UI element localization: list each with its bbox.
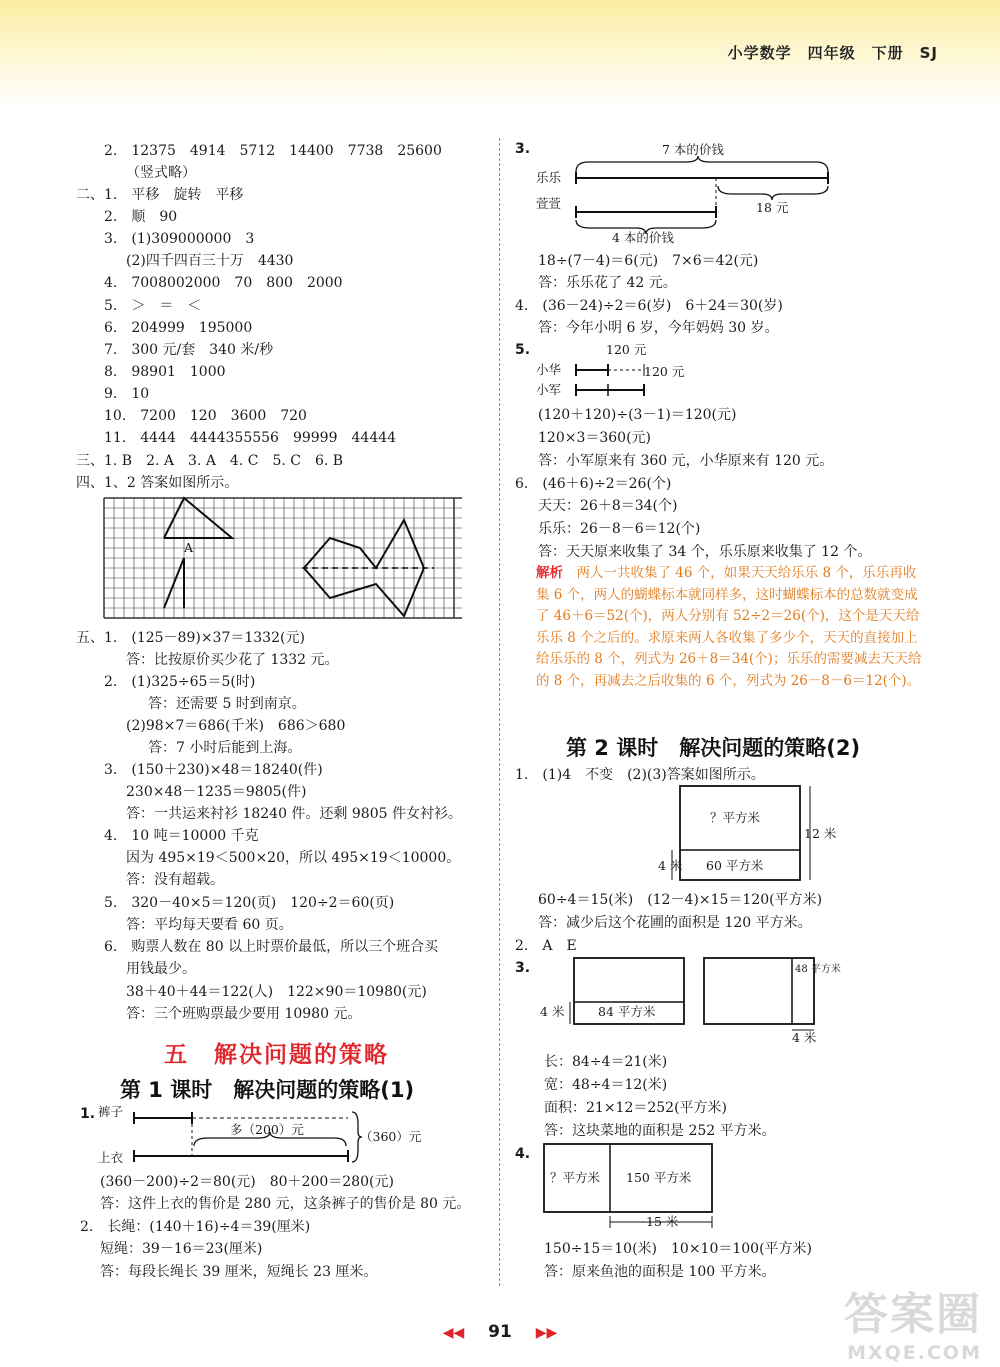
svg-text:15 米: 15 米 [646, 1214, 679, 1229]
line-segment-diagram-5 [536, 340, 716, 400]
left-line: 二、1. 平移 旋转 平移 [76, 187, 244, 203]
left-line: 7. 300 元/套 340 米/秒 [104, 342, 274, 358]
right-line: 长：84÷4＝21(米) [544, 1054, 668, 1070]
svg-text:萱萱: 萱萱 [536, 196, 562, 211]
right-line: 面积：21×12＝252(平方米) [544, 1100, 728, 1116]
watermark-logo: 答案圈 [844, 1289, 982, 1340]
left-line: 答：7 小时后能到上海。 [148, 740, 302, 756]
fish-pond-diagram [544, 1144, 724, 1232]
left-line: 用钱最少。 [126, 961, 196, 977]
question-number: 5. [515, 342, 531, 358]
right-line: (120＋120)÷(3－1)＝120(元) [538, 407, 737, 423]
svg-text:小军: 小军 [536, 382, 562, 397]
svg-text:（360）元: （360）元 [360, 1129, 422, 1144]
left-line: 2. 顺 90 [104, 209, 178, 225]
svg-text:乐乐: 乐乐 [536, 170, 562, 185]
analysis-block [536, 563, 928, 692]
svg-text:裤子: 裤子 [98, 1104, 124, 1119]
right-line: 答：小军原来有 360 元，小华原来有 120 元。 [538, 453, 834, 469]
left-line: 2. 12375 4914 5712 14400 7738 25600 [104, 143, 442, 159]
left-line: 答：还需要 5 时到南京。 [148, 696, 306, 712]
svg-text:4 本的价钱: 4 本的价钱 [612, 230, 674, 245]
left-line: (360－200)÷2＝80(元) 80＋200＝280(元) [100, 1174, 394, 1190]
right-line: 60÷4＝15(米) (12－4)×15＝120(平方米) [538, 892, 823, 908]
svg-text:12 米: 12 米 [804, 826, 837, 841]
svg-text:120 元: 120 元 [644, 364, 685, 379]
svg-text:48 平方米: 48 平方米 [795, 964, 841, 975]
svg-text:120 元: 120 元 [606, 342, 647, 357]
left-line: 因为 495×19＜500×20，所以 495×19＜10000。 [126, 850, 461, 866]
unit-title: 五 解决问题的策略 [164, 1042, 389, 1068]
left-line: 38＋40＋44＝122(人) 122×90＝10980(元) [126, 984, 427, 1000]
svg-text:18 元: 18 元 [756, 200, 789, 215]
svg-text:150 平方米: 150 平方米 [626, 1170, 692, 1185]
left-line: 答：比按原价买少花了 1332 元。 [126, 652, 339, 668]
left-line: 三、1. B 2. A 3. A 4. C 5. C 6. B [76, 453, 344, 469]
question-number: 3. [515, 960, 531, 976]
prev-page-icon[interactable]: ◀◀ [442, 1325, 465, 1341]
left-line: 短绳：39－16＝23(厘米) [100, 1241, 263, 1257]
left-line: 答：一共运来衬衫 18240 件。还剩 9805 件女衬衫。 [126, 806, 462, 822]
right-line: 天天：26＋8＝34(个) [538, 498, 678, 514]
right-line: 120×3＝360(元) [538, 430, 652, 446]
right-line: 答：这块菜地的面积是 252 平方米。 [544, 1123, 776, 1139]
left-line: （竖式略） [126, 165, 196, 181]
right-line: 答：今年小明 6 岁，今年妈妈 30 岁。 [538, 320, 779, 336]
line-segment-diagram-1 [98, 1104, 428, 1168]
left-line: 4. 7008002000 70 800 2000 [104, 275, 343, 291]
svg-text:7 本的价钱: 7 本的价钱 [662, 142, 724, 157]
left-line: (2)四千四百三十万 4430 [126, 253, 294, 269]
analysis-text: 两人一共收集了 46 个，如果天天给乐乐 8 个，乐乐再收集 6 个，两人的蝴蝶标本就同样多，这时蝴蝶标本的总数就变成了 46＋6＝52(个)，两人分别有 52÷2＝26(个)，这个是天天给乐乐 8 个之后的。求原来两人各收集了多少个，天天的直接加上给乐乐的 8 个，列式为 26＋8＝34(个)；乐乐的需要减去天天给的 8 个，再减去之后收集的 6 个，列式为 26－8－6＝12(个)。 [536, 565, 922, 689]
left-line: 10. 7200 120 3600 720 [104, 408, 307, 424]
left-line: 答：每段长绳长 39 厘米，短绳长 23 厘米。 [100, 1264, 378, 1280]
right-line: 答：乐乐花了 42 元。 [538, 275, 677, 291]
right-line: 150÷15＝10(米) 10×10＝100(平方米) [544, 1241, 813, 1257]
right-line: 答：天天原来收集了 34 个，乐乐原来收集了 12 个。 [538, 544, 872, 560]
vegetable-field-diagram [540, 958, 840, 1044]
right-line: 18÷(7－4)＝6(元) 7×6＝42(元) [538, 253, 759, 269]
svg-text:？平方米: ？平方米 [550, 1170, 601, 1185]
header-title: 小学数学 四年级 下册 SJ [727, 44, 938, 62]
lesson2-title: 第 2 课时 解决问题的策略(2) [566, 736, 861, 760]
left-line: 四、1、2 答案如图所示。 [76, 475, 239, 491]
svg-text:上衣: 上衣 [98, 1150, 124, 1165]
right-line: 宽：48÷4＝12(米) [544, 1077, 668, 1093]
svg-text:84 平方米: 84 平方米 [598, 1004, 656, 1019]
right-line: 乐乐：26－8－6＝12(个) [538, 521, 701, 537]
next-page-icon[interactable]: ▶▶ [535, 1325, 558, 1341]
left-line: 3. (1)309000000 3 [104, 231, 255, 247]
left-line: (2)98×7＝686(千米) 686＞680 [126, 718, 346, 734]
left-line: 答：没有超载。 [126, 872, 224, 888]
left-line: 230×48－1235＝9805(件) [126, 784, 307, 800]
transform-grid-figure [104, 498, 462, 620]
right-line: 1. (1)4 不变 (2)(3)答案如图所示。 [515, 767, 765, 783]
left-line: 6. 204999 195000 [104, 320, 253, 336]
left-line: 9. 10 [104, 386, 150, 402]
svg-text:60 平方米: 60 平方米 [706, 858, 764, 873]
analysis-label: 解析 [536, 565, 563, 581]
left-line: 答：这件上衣的售价是 280 元，这条裤子的售价是 80 元。 [100, 1196, 471, 1212]
page-number: 91 [488, 1322, 512, 1342]
left-line: 11. 4444 4444355556 99999 44444 [104, 430, 397, 446]
right-line: 答：减少后这个花圃的面积是 120 平方米。 [538, 915, 812, 931]
question-number: 3. [515, 141, 531, 157]
svg-text:小华: 小华 [536, 362, 562, 377]
right-line: 6. (46＋6)÷2＝26(个) [515, 476, 672, 492]
left-line: 5. 320－40×5＝120(页) 120÷2＝60(页) [104, 895, 395, 911]
left-line: 8. 98901 1000 [104, 364, 226, 380]
question-number: 4. [515, 1146, 531, 1162]
question-number: 1. [80, 1106, 96, 1122]
svg-text:？平方米: ？平方米 [710, 810, 761, 825]
line-segment-diagram-3 [536, 138, 836, 246]
lesson1-title: 第 1 课时 解决问题的策略(1) [120, 1078, 415, 1102]
left-line: 2. 长绳：(140＋16)÷4＝39(厘米) [80, 1219, 311, 1235]
left-line: 答：平均每天要看 60 页。 [126, 917, 293, 933]
left-line: 3. (150＋230)×48＝18240(件) [104, 762, 323, 778]
right-line: 4. (36－24)÷2＝6(岁) 6＋24＝30(岁) [515, 298, 783, 314]
right-line: 2. A E [515, 938, 577, 954]
svg-text:多（200）元: 多（200）元 [230, 1122, 304, 1137]
column-divider [499, 138, 500, 1286]
watermark [844, 1278, 982, 1364]
left-line: 6. 购票人数在 80 以上时票价最低，所以三个班合买 [104, 939, 439, 955]
grid-point-label: A [184, 540, 194, 555]
left-line: 5. ＞ ＝ ＜ [104, 298, 202, 314]
left-line: 答：三个班购票最少要用 10980 元。 [126, 1006, 362, 1022]
svg-text:4 米: 4 米 [540, 1004, 565, 1019]
right-line: 答：原来鱼池的面积是 100 平方米。 [544, 1264, 776, 1280]
svg-text:4 米: 4 米 [658, 858, 683, 873]
svg-text:4 米: 4 米 [792, 1030, 817, 1045]
watermark-url: MXQE.COM [847, 1342, 982, 1364]
left-line: 4. 10 吨＝10000 千克 [104, 828, 259, 844]
left-line: 五、1. (125－89)×37＝1332(元) [76, 630, 305, 646]
flowerbed-diagram [654, 786, 837, 882]
left-line: 2. (1)325÷65＝5(时) [104, 674, 256, 690]
